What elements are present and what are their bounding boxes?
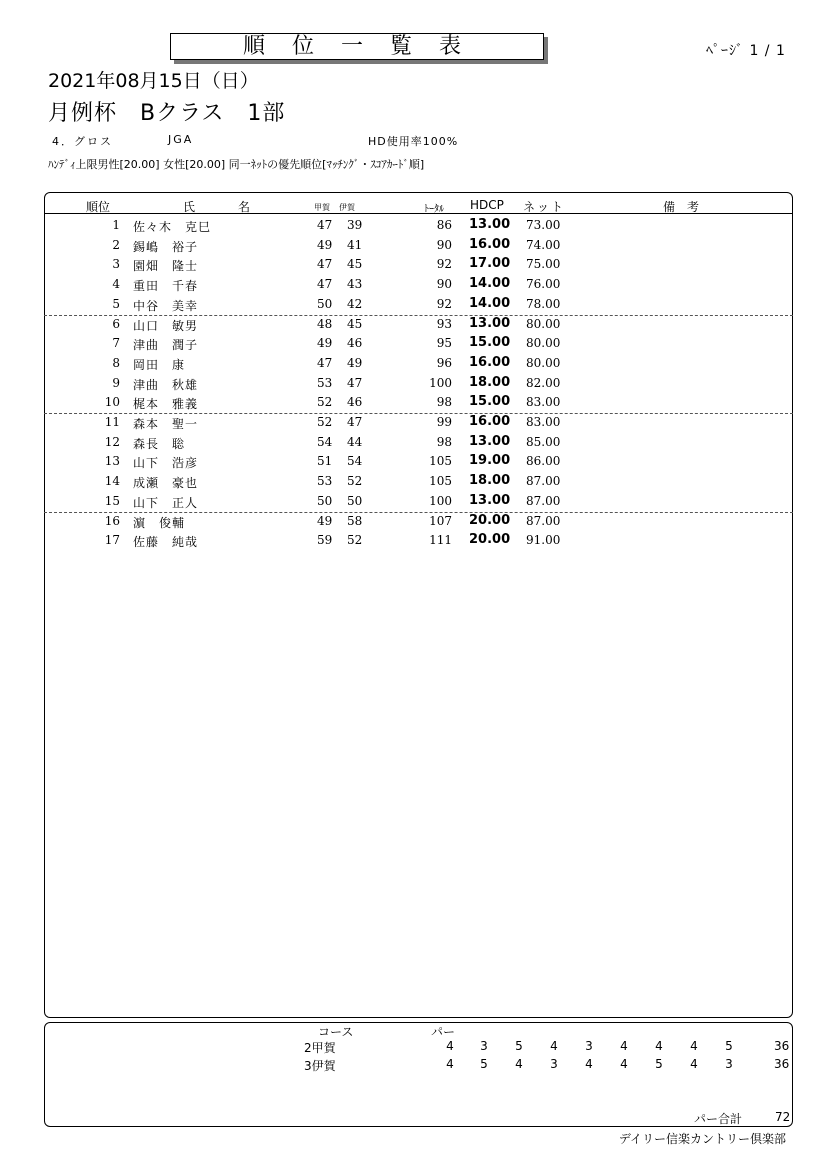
net-cell: 74.00 — [526, 237, 561, 252]
net-cell: 87.00 — [526, 513, 561, 528]
hole-par: 4 — [550, 1039, 558, 1053]
event-date: 2021年08月15日（日） — [48, 70, 259, 92]
rank-cell: 5 — [112, 296, 120, 311]
total-cell: 96 — [436, 355, 452, 370]
hdcp-cell: 16.00 — [469, 414, 511, 429]
table-row — [44, 492, 793, 513]
rank-cell: 17 — [104, 533, 120, 548]
net-cell: 80.00 — [526, 336, 561, 351]
back9-cell: 52 — [347, 533, 363, 548]
rank-cell: 15 — [104, 493, 120, 508]
page-title: 順 位 一 覧 表 — [170, 33, 544, 60]
hole-par: 5 — [515, 1039, 523, 1053]
hdcp-cell: 15.00 — [469, 335, 511, 351]
table-row — [44, 236, 793, 256]
net-cell: 80.00 — [526, 355, 561, 370]
table-row — [44, 354, 793, 374]
hdcp-cell: 14.00 — [469, 276, 511, 292]
name-cell: 重田 千春 — [133, 279, 199, 294]
col-remarks: 備 考 — [663, 200, 700, 214]
col-total: ﾄｰﾀﾙ — [424, 204, 444, 215]
net-cell: 87.00 — [526, 493, 561, 508]
net-cell: 85.00 — [526, 434, 561, 449]
total-cell: 86 — [436, 218, 452, 232]
course-name: 2甲賀 — [304, 1041, 336, 1055]
par-table — [44, 1022, 793, 1127]
front9-cell: 47 — [317, 355, 333, 370]
table-row — [44, 393, 793, 414]
net-cell: 73.00 — [526, 218, 561, 232]
name-cell: 山口 敏男 — [133, 318, 199, 333]
hole-par: 4 — [690, 1057, 698, 1071]
hole-par: 4 — [585, 1057, 593, 1071]
total-cell: 99 — [436, 415, 452, 429]
rank-cell: 8 — [112, 355, 120, 370]
name-cell: 森本 聖一 — [133, 417, 199, 431]
hdcp-cell: 13.00 — [469, 315, 511, 331]
course-name: 3伊賀 — [304, 1059, 336, 1073]
back9-cell: 39 — [347, 218, 363, 232]
net-cell: 82.00 — [526, 375, 561, 390]
total-cell: 100 — [429, 493, 452, 508]
net-cell: 78.00 — [526, 296, 561, 311]
front9-cell: 54 — [317, 434, 333, 449]
rank-cell: 10 — [104, 395, 120, 410]
total-cell: 98 — [436, 434, 452, 449]
rank-cell: 1 — [112, 218, 120, 232]
hole-par: 4 — [446, 1057, 454, 1071]
hdcp-cell: 18.00 — [469, 473, 511, 489]
name-cell: 中谷 美幸 — [133, 298, 199, 313]
page-indicator: ﾍﾟｰｼﾞ 1 / 1 — [706, 43, 786, 59]
hole-par: 3 — [725, 1057, 733, 1071]
back9-cell: 47 — [347, 415, 363, 429]
par-total-label: パー合計 — [694, 1112, 743, 1126]
hdcp-cell: 20.00 — [469, 512, 511, 528]
table-row — [44, 472, 793, 492]
rank-cell: 12 — [104, 434, 120, 449]
table-row — [44, 315, 793, 335]
hole-par: 4 — [620, 1057, 628, 1071]
net-cell: 80.00 — [526, 316, 561, 331]
handicap-rule: ﾊﾝﾃﾞｨ上限男性[20.00] 女性[20.00] 同一ﾈｯﾄの優先順位[ﾏｯﾁﾝｸﾞ・ｽｺｱｶｰﾄﾞ順] — [48, 158, 425, 171]
net-cell: 75.00 — [526, 257, 561, 272]
rank-cell: 9 — [112, 375, 120, 390]
table-row — [44, 275, 793, 295]
back9-cell: 45 — [347, 257, 363, 272]
table-row — [44, 512, 793, 532]
rank-cell: 3 — [112, 257, 120, 272]
front9-cell: 47 — [317, 257, 333, 272]
table-row — [44, 255, 793, 275]
col-rank: 順位 — [86, 200, 111, 214]
hole-par: 4 — [690, 1039, 698, 1053]
net-cell: 76.00 — [526, 277, 561, 292]
front9-cell: 53 — [317, 474, 333, 489]
front9-cell: 50 — [317, 296, 333, 311]
course-label: コース — [318, 1025, 354, 1039]
hdcp-cell: 14.00 — [469, 295, 511, 311]
front9-cell: 50 — [317, 493, 333, 508]
table-row — [44, 452, 793, 472]
hd-usage: HD使用率100% — [368, 135, 459, 148]
name-cell: 園畑 隆士 — [133, 259, 199, 274]
hole-par: 4 — [515, 1057, 523, 1071]
name-cell: 佐藤 純哉 — [133, 535, 199, 550]
table-row — [44, 413, 793, 433]
hole-par: 4 — [620, 1039, 628, 1053]
front9-cell: 49 — [317, 336, 333, 351]
back9-cell: 41 — [347, 237, 363, 252]
front9-cell: 47 — [317, 277, 333, 292]
par-total: 72 — [775, 1110, 791, 1124]
front9-cell: 53 — [317, 375, 333, 390]
club-name: デイリー信楽カントリー倶楽部 — [618, 1132, 786, 1146]
name-cell: 山下 正人 — [133, 495, 199, 510]
col-name-2: 名 — [238, 200, 251, 214]
table-row — [44, 334, 793, 354]
hole-par: 5 — [655, 1057, 663, 1071]
name-cell: 津曲 秋雄 — [133, 377, 199, 392]
net-cell: 83.00 — [526, 415, 561, 429]
back9-cell: 50 — [347, 493, 363, 508]
front9-cell: 49 — [317, 513, 333, 528]
table-row — [44, 531, 793, 551]
hole-par: 4 — [655, 1039, 663, 1053]
name-cell: 津曲 潤子 — [133, 338, 199, 353]
back9-cell: 47 — [347, 375, 363, 390]
hole-par: 3 — [550, 1057, 558, 1071]
hole-par: 3 — [585, 1039, 593, 1053]
total-cell: 90 — [436, 277, 452, 292]
total-cell: 98 — [436, 395, 452, 410]
back9-cell: 46 — [347, 395, 363, 410]
hdcp-cell: 13.00 — [469, 217, 511, 232]
col-back9: 伊賀 — [339, 203, 355, 212]
name-cell: 成瀬 豪也 — [133, 476, 199, 491]
hdcp-cell: 16.00 — [469, 236, 511, 252]
rank-cell: 2 — [112, 237, 120, 252]
front9-cell: 47 — [317, 218, 333, 232]
par-label: パー — [431, 1025, 456, 1039]
hdcp-cell: 13.00 — [469, 492, 511, 508]
hdcp-cell: 16.00 — [469, 354, 511, 370]
rank-cell: 16 — [104, 513, 120, 528]
hole-par: 5 — [480, 1057, 488, 1071]
rank-cell: 7 — [112, 336, 120, 351]
hdcp-cell: 13.00 — [469, 433, 511, 449]
front9-cell: 49 — [317, 237, 333, 252]
net-cell: 91.00 — [526, 533, 561, 548]
course-par-total: 36 — [774, 1039, 790, 1053]
hole-par: 5 — [725, 1039, 733, 1053]
total-cell: 92 — [436, 257, 452, 272]
front9-cell: 48 — [317, 316, 333, 331]
total-cell: 107 — [429, 513, 452, 528]
name-cell: 濵 俊輔 — [133, 515, 186, 530]
table-row — [44, 295, 793, 316]
hdcp-cell: 18.00 — [469, 374, 511, 390]
col-front9: 甲賀 — [314, 203, 330, 212]
back9-cell: 54 — [347, 454, 363, 469]
back9-cell: 43 — [347, 277, 363, 292]
handicap-system: JGA — [168, 133, 194, 146]
col-name-1: 氏 — [183, 200, 196, 214]
table-row — [44, 374, 793, 394]
hdcp-cell: 19.00 — [469, 453, 511, 469]
total-cell: 92 — [436, 296, 452, 311]
hdcp-cell: 15.00 — [469, 394, 511, 410]
back9-cell: 58 — [347, 513, 363, 528]
rank-cell: 14 — [104, 474, 120, 489]
net-cell: 87.00 — [526, 474, 561, 489]
total-cell: 90 — [436, 237, 452, 252]
table-row — [44, 433, 793, 453]
name-cell: 岡田 康 — [133, 357, 186, 372]
total-cell: 100 — [429, 375, 452, 390]
back9-cell: 45 — [347, 316, 363, 331]
hdcp-cell: 20.00 — [469, 532, 511, 548]
front9-cell: 52 — [317, 415, 333, 429]
name-cell: 佐々木 克巳 — [133, 220, 212, 234]
hole-par: 3 — [480, 1039, 488, 1053]
name-cell: 梶本 雅義 — [133, 397, 199, 412]
hole-par: 4 — [446, 1039, 454, 1053]
course-par-total: 36 — [774, 1057, 790, 1071]
name-cell: 錫嶋 裕子 — [133, 239, 199, 254]
rank-cell: 13 — [104, 454, 120, 469]
back9-cell: 46 — [347, 336, 363, 351]
total-cell: 95 — [436, 336, 452, 351]
scoring-type: 4．グロス — [52, 135, 113, 148]
back9-cell: 49 — [347, 355, 363, 370]
rank-cell: 6 — [112, 316, 120, 331]
total-cell: 105 — [429, 454, 452, 469]
col-net: ネット — [523, 200, 566, 214]
back9-cell: 42 — [347, 296, 363, 311]
header-divider — [44, 213, 793, 214]
front9-cell: 52 — [317, 395, 333, 410]
back9-cell: 44 — [347, 434, 363, 449]
table-row — [44, 216, 793, 236]
col-hdcp: HDCP — [470, 198, 504, 212]
total-cell: 111 — [429, 533, 452, 548]
net-cell: 83.00 — [526, 395, 561, 410]
hdcp-cell: 17.00 — [469, 256, 511, 272]
total-cell: 93 — [436, 316, 452, 331]
front9-cell: 59 — [317, 533, 333, 548]
name-cell: 森長 聡 — [133, 436, 186, 451]
rank-cell: 4 — [112, 277, 120, 292]
net-cell: 86.00 — [526, 454, 561, 469]
name-cell: 山下 浩彦 — [133, 456, 199, 471]
event-name: 月例杯 Bクラス 1部 — [48, 101, 286, 126]
back9-cell: 52 — [347, 474, 363, 489]
rank-cell: 11 — [104, 415, 120, 429]
total-cell: 105 — [429, 474, 452, 489]
front9-cell: 51 — [317, 454, 333, 469]
